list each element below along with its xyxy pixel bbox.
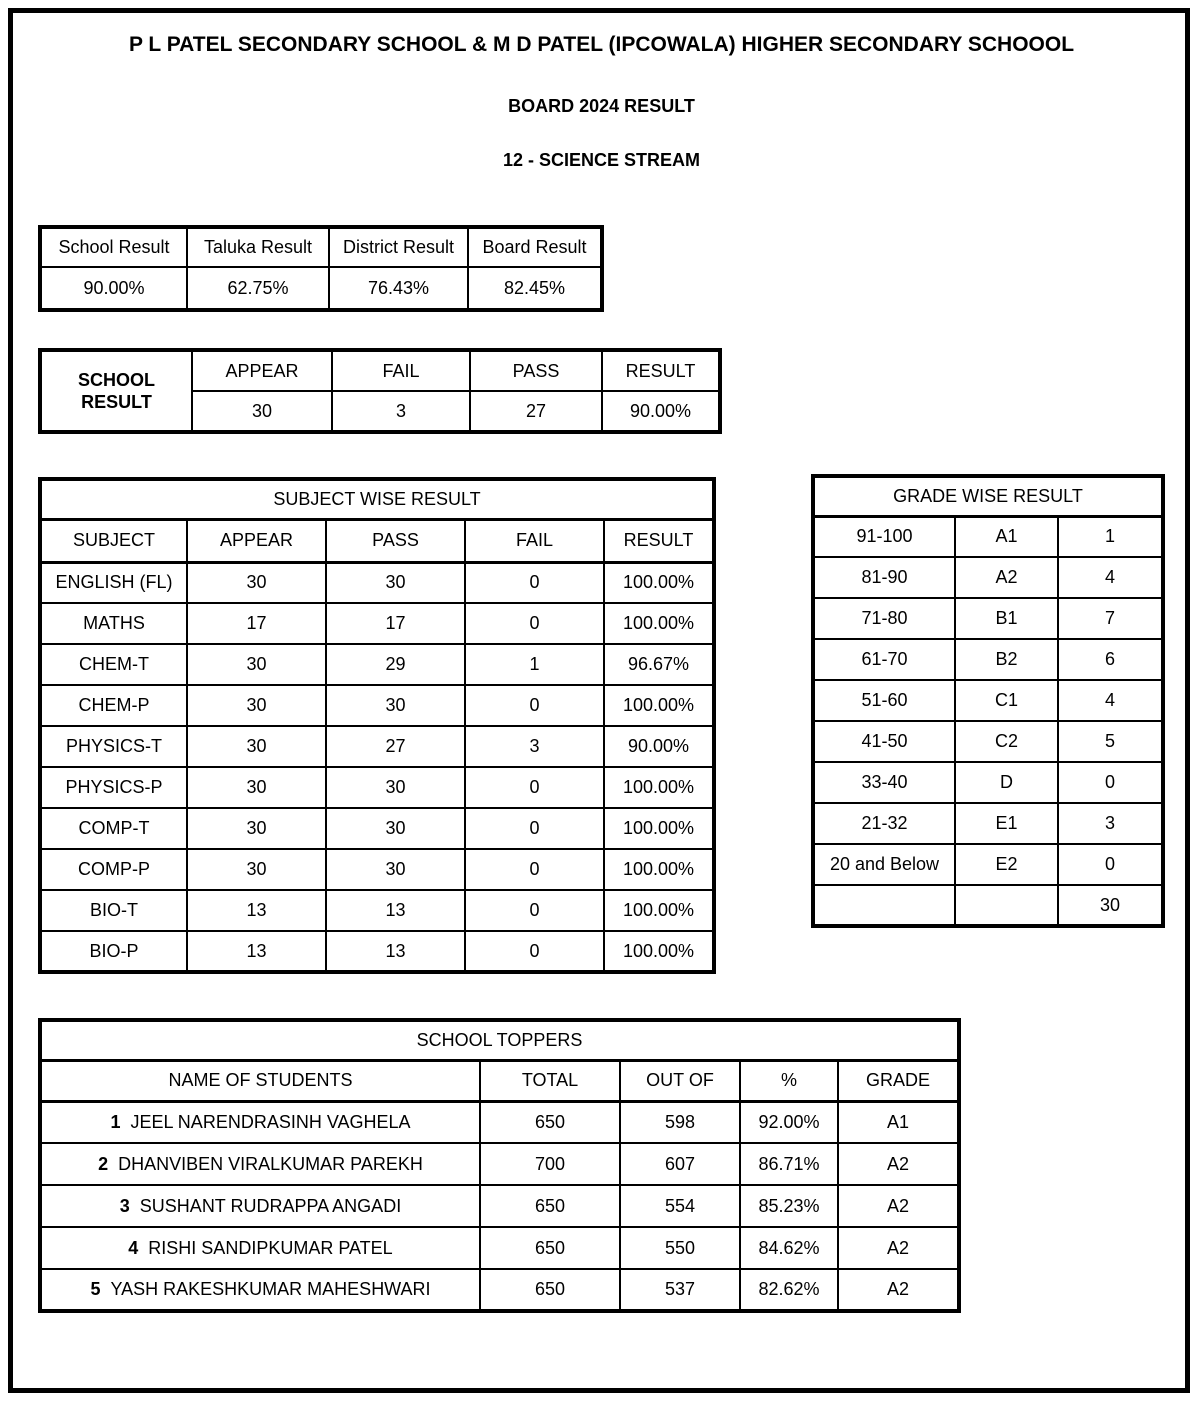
subject-fail: 1 <box>465 644 604 685</box>
subject-fail: 0 <box>465 808 604 849</box>
school-result-header-appear: APPEAR <box>192 350 332 391</box>
grade-range: 33-40 <box>813 762 955 803</box>
topper-grade: A2 <box>838 1269 959 1311</box>
table-row <box>40 808 714 849</box>
toppers-header-percent: % <box>740 1060 838 1101</box>
subject-fail: 0 <box>465 685 604 726</box>
subject-result: 96.67% <box>604 644 714 685</box>
table-row <box>40 685 714 726</box>
school-result-value-result: 90.00% <box>602 391 720 432</box>
school-result-header-result: RESULT <box>602 350 720 391</box>
subject-appear: 17 <box>187 603 326 644</box>
topper-percent: 86.71% <box>740 1143 838 1185</box>
table-row <box>40 1101 959 1143</box>
subject-name: COMP-T <box>40 808 187 849</box>
table-row <box>813 721 1163 762</box>
subject-name: CHEM-T <box>40 644 187 685</box>
subject-fail: 0 <box>465 767 604 808</box>
overall-result-table <box>38 225 604 312</box>
subject-result: 100.00% <box>604 603 714 644</box>
grade-wise-title: GRADE WISE RESULT <box>813 476 1163 516</box>
table-row <box>40 890 714 931</box>
subject-fail: 0 <box>465 849 604 890</box>
table-row <box>813 639 1163 680</box>
subject-fail: 0 <box>465 890 604 931</box>
topper-grade: A2 <box>838 1185 959 1227</box>
subject-appear: 30 <box>187 562 326 603</box>
subject-header-pass: PASS <box>326 519 465 562</box>
grade-code-empty <box>955 885 1058 926</box>
table-row <box>40 562 714 603</box>
table-row <box>40 931 714 972</box>
subject-appear: 30 <box>187 685 326 726</box>
subject-pass: 30 <box>326 685 465 726</box>
subject-result: 90.00% <box>604 726 714 767</box>
table-row <box>813 844 1163 885</box>
grade-range: 20 and Below <box>813 844 955 885</box>
subject-pass: 13 <box>326 931 465 972</box>
subject-wise-title: SUBJECT WISE RESULT <box>40 479 714 519</box>
grade-range: 91-100 <box>813 516 955 557</box>
board-result-heading: BOARD 2024 RESULT <box>508 96 695 116</box>
subject-pass: 30 <box>326 849 465 890</box>
subject-result: 100.00% <box>604 890 714 931</box>
table-row <box>813 762 1163 803</box>
school-result-header-fail: FAIL <box>332 350 470 391</box>
overall-value-school: 90.00% <box>40 267 187 310</box>
overall-value-district: 76.43% <box>329 267 468 310</box>
grade-count: 5 <box>1058 721 1163 762</box>
table-row <box>40 767 714 808</box>
topper-rank: 1 <box>110 1111 121 1132</box>
subject-pass: 30 <box>326 767 465 808</box>
topper-total: 700 <box>480 1143 620 1185</box>
subject-appear: 30 <box>187 726 326 767</box>
overall-header-school: School Result <box>40 227 187 267</box>
subject-result: 100.00% <box>604 685 714 726</box>
subject-pass: 30 <box>326 562 465 603</box>
subject-result: 100.00% <box>604 808 714 849</box>
subject-header-fail: FAIL <box>465 519 604 562</box>
subject-pass: 30 <box>326 808 465 849</box>
topper-name: DHANVIBEN VIRALKUMAR PAREKH <box>118 1153 423 1174</box>
subject-appear: 13 <box>187 931 326 972</box>
subject-pass: 13 <box>326 890 465 931</box>
school-result-value-pass: 27 <box>470 391 602 432</box>
grade-count: 7 <box>1058 598 1163 639</box>
subject-header-result: RESULT <box>604 519 714 562</box>
grade-wise-table <box>811 474 1165 928</box>
subject-wise-table <box>38 477 716 974</box>
topper-total: 650 <box>480 1101 620 1143</box>
grade-code: C1 <box>955 680 1058 721</box>
subject-name: BIO-T <box>40 890 187 931</box>
subject-result: 100.00% <box>604 767 714 808</box>
grade-code: E2 <box>955 844 1058 885</box>
school-result-value-appear: 30 <box>192 391 332 432</box>
subject-result: 100.00% <box>604 849 714 890</box>
grade-code: D <box>955 762 1058 803</box>
table-row <box>40 726 714 767</box>
topper-grade: A1 <box>838 1101 959 1143</box>
stream-heading: 12 - SCIENCE STREAM <box>502 150 701 170</box>
topper-name-cell <box>40 1269 480 1311</box>
topper-total: 650 <box>480 1185 620 1227</box>
topper-outof: 598 <box>620 1101 740 1143</box>
topper-rank: 2 <box>98 1153 109 1174</box>
subject-result: 100.00% <box>604 931 714 972</box>
grade-range: 81-90 <box>813 557 955 598</box>
subject-result: 100.00% <box>604 562 714 603</box>
table-row <box>40 1227 959 1269</box>
topper-name-cell <box>40 1185 480 1227</box>
subject-name: PHYSICS-T <box>40 726 187 767</box>
grade-total-count: 30 <box>1058 885 1163 926</box>
grade-range: 71-80 <box>813 598 955 639</box>
grade-count: 4 <box>1058 557 1163 598</box>
grade-count: 4 <box>1058 680 1163 721</box>
topper-grade: A2 <box>838 1227 959 1269</box>
school-result-value-fail: 3 <box>332 391 470 432</box>
overall-value-taluka: 62.75% <box>187 267 329 310</box>
topper-outof: 607 <box>620 1143 740 1185</box>
subject-appear: 13 <box>187 890 326 931</box>
grade-range-empty <box>813 885 955 926</box>
grade-code: A1 <box>955 516 1058 557</box>
table-row <box>813 598 1163 639</box>
topper-name: JEEL NARENDRASINH VAGHELA <box>130 1111 411 1132</box>
toppers-header-outof: OUT OF <box>620 1060 740 1101</box>
topper-total: 650 <box>480 1227 620 1269</box>
subject-header-appear: APPEAR <box>187 519 326 562</box>
grade-code: C2 <box>955 721 1058 762</box>
table-row <box>40 1185 959 1227</box>
page-title: P L PATEL SECONDARY SCHOOL & M D PATEL (IPCOWALA) HIGHER SECONDARY SCHOOOL <box>128 33 1075 56</box>
grade-range: 51-60 <box>813 680 955 721</box>
subject-header-subject: SUBJECT <box>40 519 187 562</box>
grade-range: 61-70 <box>813 639 955 680</box>
topper-name-cell <box>40 1143 480 1185</box>
topper-total: 650 <box>480 1269 620 1311</box>
school-result-label <box>40 350 192 432</box>
school-toppers-title: SCHOOL TOPPERS <box>40 1020 959 1060</box>
subject-fail: 0 <box>465 603 604 644</box>
table-row <box>40 1143 959 1185</box>
table-row <box>813 803 1163 844</box>
subject-name: COMP-P <box>40 849 187 890</box>
overall-header-district: District Result <box>329 227 468 267</box>
subject-fail: 3 <box>465 726 604 767</box>
subject-name: ENGLISH (FL) <box>40 562 187 603</box>
topper-outof: 550 <box>620 1227 740 1269</box>
grade-count: 6 <box>1058 639 1163 680</box>
overall-value-board: 82.45% <box>468 267 602 310</box>
grade-range: 21-32 <box>813 803 955 844</box>
subject-pass: 29 <box>326 644 465 685</box>
table-row <box>813 557 1163 598</box>
subject-fail: 0 <box>465 931 604 972</box>
grade-code: A2 <box>955 557 1058 598</box>
toppers-header-name: NAME OF STUDENTS <box>40 1060 480 1101</box>
topper-percent: 85.23% <box>740 1185 838 1227</box>
grade-code: B1 <box>955 598 1058 639</box>
overall-header-taluka: Taluka Result <box>187 227 329 267</box>
toppers-header-total: TOTAL <box>480 1060 620 1101</box>
subject-name: BIO-P <box>40 931 187 972</box>
topper-grade: A2 <box>838 1143 959 1185</box>
subject-fail: 0 <box>465 562 604 603</box>
topper-name: RISHI SANDIPKUMAR PATEL <box>148 1237 393 1258</box>
topper-name-cell <box>40 1227 480 1269</box>
subject-name: CHEM-P <box>40 685 187 726</box>
grade-code: B2 <box>955 639 1058 680</box>
subject-appear: 30 <box>187 644 326 685</box>
grade-count: 3 <box>1058 803 1163 844</box>
topper-name-cell <box>40 1101 480 1143</box>
subject-pass: 17 <box>326 603 465 644</box>
table-row <box>813 680 1163 721</box>
school-result-table <box>38 348 722 434</box>
subject-appear: 30 <box>187 808 326 849</box>
school-result-label-text: SCHOOL RESULT <box>77 369 155 412</box>
subject-appear: 30 <box>187 849 326 890</box>
overall-header-board: Board Result <box>468 227 602 267</box>
subject-name: MATHS <box>40 603 187 644</box>
topper-percent: 84.62% <box>740 1227 838 1269</box>
toppers-header-grade: GRADE <box>838 1060 959 1101</box>
topper-rank: 5 <box>90 1279 101 1299</box>
table-row <box>813 516 1163 557</box>
table-row <box>40 603 714 644</box>
subject-name: PHYSICS-P <box>40 767 187 808</box>
table-row <box>40 1269 959 1311</box>
table-row <box>40 644 714 685</box>
topper-outof: 554 <box>620 1185 740 1227</box>
topper-percent: 82.62% <box>740 1269 838 1311</box>
subject-appear: 30 <box>187 767 326 808</box>
school-toppers-table <box>38 1018 961 1313</box>
grade-count: 1 <box>1058 516 1163 557</box>
topper-name: YASH RAKESHKUMAR MAHESHWARI <box>110 1279 431 1299</box>
school-result-header-pass: PASS <box>470 350 602 391</box>
grade-range: 41-50 <box>813 721 955 762</box>
topper-outof: 537 <box>620 1269 740 1311</box>
topper-name: SUSHANT RUDRAPPA ANGADI <box>139 1195 402 1216</box>
grade-code: E1 <box>955 803 1058 844</box>
topper-percent: 92.00% <box>740 1101 838 1143</box>
topper-rank: 3 <box>119 1195 130 1216</box>
grade-count: 0 <box>1058 844 1163 885</box>
table-row <box>40 849 714 890</box>
grade-count: 0 <box>1058 762 1163 803</box>
table-row <box>813 885 1163 926</box>
subject-pass: 27 <box>326 726 465 767</box>
topper-rank: 4 <box>128 1237 139 1258</box>
